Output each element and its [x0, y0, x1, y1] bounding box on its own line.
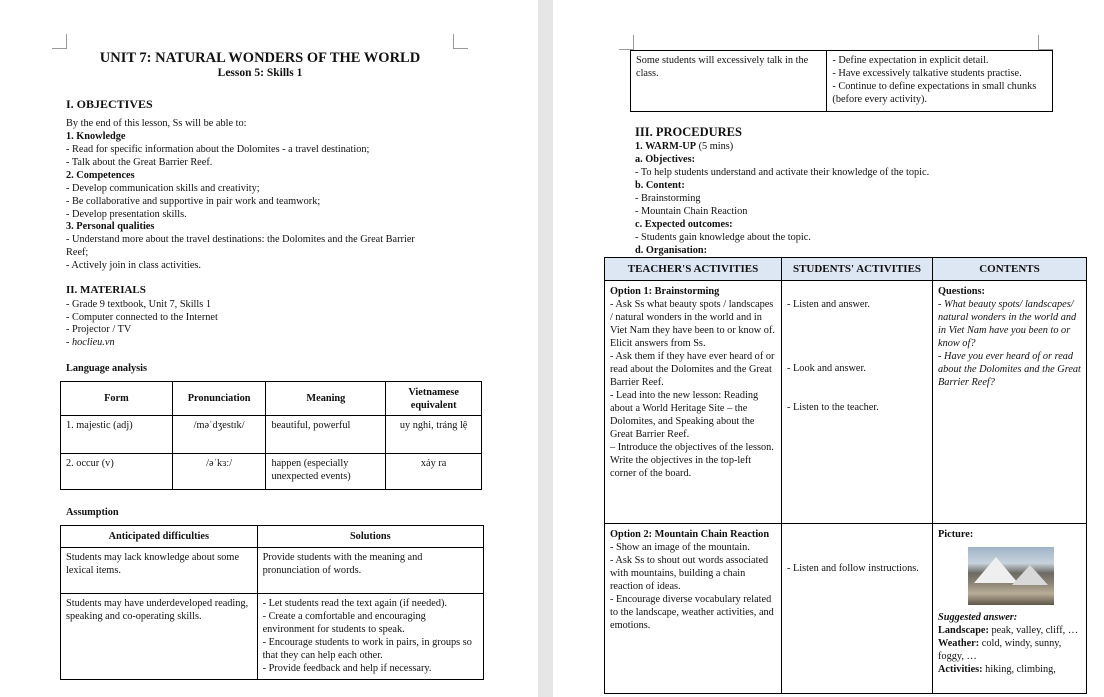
activity-line: - Ask them if they have ever heard of or read about the Dolomites and the Great Barrier Reef. [610, 351, 775, 388]
document-page-left [0, 0, 538, 697]
table-row [61, 416, 482, 454]
procedures-heading: III. PROCEDURES [635, 125, 742, 139]
table-cell: happen (especially unexpected events) [266, 454, 386, 490]
materials-heading: II. MATERIALS [66, 284, 146, 296]
document-page-right [553, 0, 1104, 697]
materials-item: - Projector / TV [66, 324, 132, 335]
organisation-label: d. Organisation: [635, 245, 708, 256]
assumption-table-continued [630, 50, 1053, 112]
mountain-picture [968, 547, 1054, 605]
crop-mark-top-left [619, 35, 634, 50]
table-header: Anticipated difficulties [61, 526, 258, 548]
objectives-intro: By the end of this lesson, Ss will be able to: [66, 118, 247, 129]
personal-item: Reef; [66, 247, 89, 258]
contents-cell [933, 281, 1087, 524]
answer-line [938, 624, 1081, 637]
procedures-table [604, 257, 1087, 694]
competences-heading: 2. Competences [66, 170, 135, 181]
activity-line: - Encourage diverse vocabulary related to the landscape, weather activities, and emotions. [610, 594, 774, 631]
answer-label: Weather: [938, 638, 980, 649]
content-item: - Mountain Chain Reaction [635, 206, 748, 217]
warmup-heading [635, 140, 733, 153]
table-header: Vietnamese equivalent [386, 382, 482, 416]
table-header: Pronunciation [172, 382, 266, 416]
knowledge-heading: 1. Knowledge [66, 131, 126, 142]
crop-mark-top-right [453, 34, 468, 49]
table-cell: xảy ra [386, 454, 482, 490]
students-activities-cell [782, 524, 933, 694]
solution-line: - Provide feedback and help if necessary. [262, 663, 432, 674]
content-item: - Brainstorming [635, 193, 701, 204]
table-row [605, 281, 1087, 524]
activity-line: - Ask Ss to shout out words associated with mountains, building a chain reaction of ideas. [610, 555, 769, 592]
competences-item: - Develop presentation skills. [66, 209, 187, 220]
table-header: Solutions [257, 526, 483, 548]
solution-line: - Encourage students to work in pairs, in groups so that they can help each other. [262, 637, 472, 661]
suggested-answer-label: Suggested answer: [938, 612, 1018, 623]
answer-line [938, 663, 1081, 676]
solution-line: - Have excessively talkative students practise. [832, 68, 1022, 79]
activity-line: - Lead into the new lesson: Reading about a World Heritage Site – the Dolomites, and Speaking about the Great Barrier Reef. [610, 390, 759, 440]
table-row [61, 594, 484, 680]
solution-line: - Define expectation in explicit detail. [832, 55, 989, 66]
table-cell: 1. majestic (adj) [61, 416, 173, 454]
warmup-time: (5 mins) [696, 141, 734, 152]
table-header: Meaning [266, 382, 386, 416]
objectives-heading: I. OBJECTIVES [66, 97, 153, 111]
assumption-table [60, 525, 484, 680]
question-line: - Have you ever heard of or read about the Dolomites and the Great Barrier Reef? [938, 351, 1081, 388]
crop-mark-top-left [52, 34, 67, 49]
competences-item: - Be collaborative and supportive in pair work and teamwork; [66, 196, 321, 207]
activity-line: - Listen and answer. [787, 299, 870, 310]
warmup-title: 1. WARM-UP [635, 141, 697, 152]
table-header: STUDENTS' ACTIVITIES [782, 258, 933, 281]
table-row [61, 548, 484, 594]
contents-cell [933, 524, 1087, 694]
table-cell: /əˈkɜː/ [172, 454, 266, 490]
language-analysis-heading: Language analysis [66, 363, 147, 374]
knowledge-item: - Talk about the Great Barrier Reef. [66, 157, 213, 168]
activity-line: - Listen to the teacher. [787, 402, 879, 413]
answer-text: peak, valley, cliff, … [988, 625, 1079, 636]
table-header: Form [61, 382, 173, 416]
content-label: b. Content: [635, 180, 685, 191]
table-header: TEACHER'S ACTIVITIES [605, 258, 782, 281]
solution-line: - Continue to define expectations in small chunks (before every activity). [832, 81, 1037, 105]
knowledge-item: - Read for specific information about the Dolomites - a travel destination; [66, 144, 370, 155]
table-header: CONTENTS [933, 258, 1087, 281]
table-cell [257, 594, 483, 680]
answer-text: cold, windy, sunny, foggy, … [938, 638, 1062, 662]
materials-item: - Computer connected to the Internet [66, 312, 218, 323]
option-title: Option 1: Brainstorming [610, 286, 720, 297]
table-cell: /məˈdʒestɪk/ [172, 416, 266, 454]
outcomes-text: - Students gain knowledge about the topic. [635, 232, 811, 243]
answer-line [938, 637, 1081, 663]
table-cell: Students may lack knowledge about some lexical items. [61, 548, 258, 594]
activity-line: - Look and answer. [787, 363, 866, 374]
answer-text: hiking, climbing, [982, 664, 1056, 675]
table-row [605, 524, 1087, 694]
objectives-label: a. Objectives: [635, 154, 696, 165]
answer-label: Landscape: [938, 625, 989, 636]
activity-line: - Show an image of the mountain. [610, 542, 750, 553]
question-line: - What beauty spots/ landscapes/ natural wonders in the world and in Viet Nam have you been to or know of? [938, 299, 1077, 349]
table-cell: Some students will excessively talk in the class. [631, 51, 827, 112]
solution-line: - Let students read the text again (if needed). [262, 598, 447, 609]
competences-item: - Develop communication skills and creativity; [66, 183, 260, 194]
picture-label: Picture: [938, 529, 974, 540]
table-row [631, 51, 1053, 112]
table-cell: Students may have underdeveloped reading, speaking and co-operating skills. [61, 594, 258, 680]
table-cell: 2. occur (v) [61, 454, 173, 490]
solution-line: - Create a comfortable and encouraging environment for students to speak. [262, 611, 426, 635]
students-activities-cell [782, 281, 933, 524]
assumption-heading: Assumption [66, 507, 119, 518]
questions-label: Questions: [938, 286, 985, 297]
materials-item: - Grade 9 textbook, Unit 7, Skills 1 [66, 299, 212, 310]
outcomes-label: c. Expected outcomes: [635, 219, 733, 230]
objectives-text: - To help students understand and activate their knowledge of the topic. [635, 167, 930, 178]
personal-item: - Understand more about the travel destinations: the Dolomites and the Great Barrier [66, 234, 415, 245]
activity-line: – Introduce the objectives of the lesson. Write the objectives in the top-left corner of the board. [610, 442, 774, 479]
activity-line: - Listen and follow instructions. [787, 563, 919, 574]
lesson-title: Lesson 5: Skills 1 [217, 67, 303, 79]
table-cell: Provide students with the meaning and pronunciation of words. [257, 548, 483, 594]
personal-item: - Actively join in class activities. [66, 260, 201, 271]
crop-mark-top-right [1038, 35, 1053, 50]
personal-heading: 3. Personal qualities [66, 221, 155, 232]
table-row [61, 454, 482, 490]
table-cell: beautiful, powerful [266, 416, 386, 454]
table-cell [827, 51, 1053, 112]
language-analysis-table [60, 381, 482, 490]
teacher-activities-cell [605, 281, 782, 524]
unit-title: UNIT 7: NATURAL WONDERS OF THE WORLD [99, 50, 421, 66]
activity-line: - Ask Ss what beauty spots / landscapes / natural wonders in the world and in Viet Nam they have been to or know of. Elicit answers from Ss. [610, 299, 775, 349]
answer-label: Activities: [938, 664, 983, 675]
materials-item: - hoclieu.vn [66, 337, 115, 348]
teacher-activities-cell [605, 524, 782, 694]
option-title: Option 2: Mountain Chain Reaction [610, 529, 770, 540]
table-cell: uy nghi, tráng lệ [386, 416, 482, 454]
